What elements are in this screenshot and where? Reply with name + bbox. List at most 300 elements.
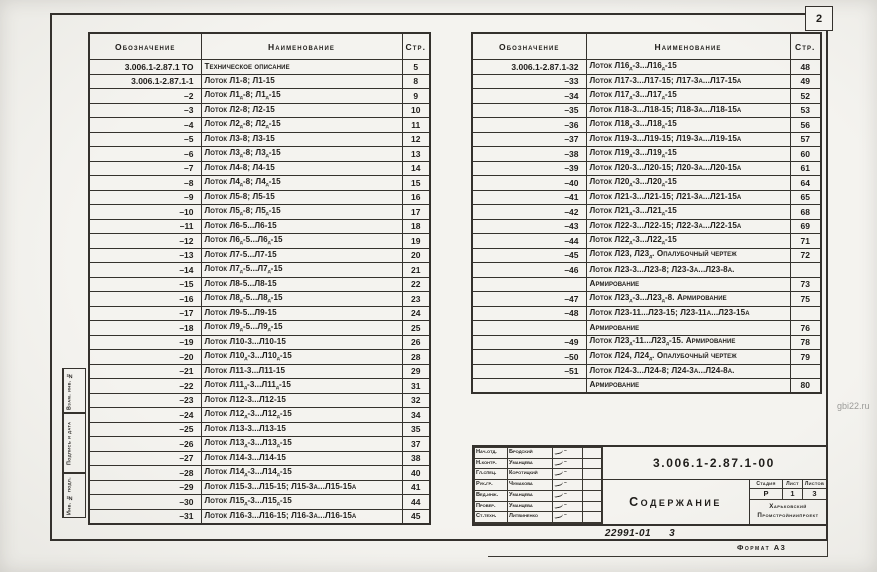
cell: Лоток $Л7_д-5...Л7_д-15$ (201, 263, 402, 278)
cell: Уманцева (508, 458, 553, 469)
cell (553, 512, 583, 523)
toc-row (89, 190, 430, 205)
cell: Провер. (475, 501, 508, 512)
cell: –36 (472, 118, 586, 133)
toc-row (89, 89, 430, 104)
toc-row (472, 132, 821, 147)
cell (472, 321, 586, 336)
cell: –2 (89, 89, 201, 104)
contents-table-right (471, 32, 822, 394)
col-header-page: Стр. (790, 33, 821, 60)
stage-grid (750, 480, 826, 500)
cell: Лоток Л20-3...Л20-15; Л20-3а...Л20-15а (586, 161, 790, 176)
cell: –46 (472, 263, 586, 278)
cell: –10 (89, 205, 201, 220)
cell: Ст.техн. (475, 512, 508, 523)
cell: 37 (402, 437, 430, 452)
cell: –15 (89, 277, 201, 292)
cell (553, 490, 583, 501)
cell: Бродский (508, 448, 553, 459)
cell: –40 (472, 176, 586, 191)
toc-row (89, 509, 430, 524)
cell: Лоток $Л17_д-3...Л17_д-15$ (586, 89, 790, 104)
toc-row (472, 118, 821, 133)
cell: 52 (790, 89, 821, 104)
cell: Лоток $Л11_д-3...Л11_д-15$ (201, 379, 402, 394)
cell: –39 (472, 161, 586, 176)
cell: Лоток Л5-8; Л5-15 (201, 190, 402, 205)
cell: –49 (472, 335, 586, 350)
cell: Лоток $Л14_д-3...Л14_д-15$ (201, 466, 402, 481)
toc-row (89, 292, 430, 307)
cell: –41 (472, 190, 586, 205)
watermark: gbi22.ru (837, 401, 870, 411)
toc-row (89, 422, 430, 437)
toc-row (89, 74, 430, 89)
cell: 23 (402, 292, 430, 307)
cell: 35 (402, 422, 430, 437)
order-sheet-mark: 3 (669, 528, 676, 539)
cell: –22 (89, 379, 201, 394)
toc-row (472, 379, 821, 394)
cell: Лоток Л10-3...Л10-15 (201, 335, 402, 350)
cell: Лоток Л17-3...Л17-15; Л17-3а...Л17-15а (586, 74, 790, 89)
cell: Лоток Л1-8; Л1-15 (201, 74, 402, 89)
document-code: 3.006.1-2.87.1-00 (602, 447, 826, 480)
cell: Лоток $Л3_д-8$; $Л3_д-15$ (201, 147, 402, 162)
signature-filler-row (475, 522, 603, 523)
page-number: 2 (815, 12, 823, 25)
signature-row (475, 480, 603, 491)
cell: Лоток Л24-3...Л24-8; Л24-3а...Л24-8а. (586, 364, 790, 379)
toc-row (89, 350, 430, 365)
cell: –31 (89, 509, 201, 524)
col-header-designation: Обозначение (472, 33, 586, 60)
cell: Лоток $Л18_д-3...Л18_д-15$ (586, 118, 790, 133)
signature-row (475, 501, 603, 512)
bottom-edge-line (488, 556, 828, 557)
cell: –17 (89, 306, 201, 321)
signature-block (474, 447, 602, 524)
cell: 14 (402, 161, 430, 176)
toc-row (89, 364, 430, 379)
cell: Уманцева (508, 501, 553, 512)
cell: 44 (402, 495, 430, 510)
cell (472, 379, 586, 394)
toc-row (89, 234, 430, 249)
cell: 5 (402, 60, 430, 75)
cell: Лоток $Л8_д-5...Л8_д-15$ (201, 292, 402, 307)
cell: –6 (89, 147, 201, 162)
cell: –14 (89, 263, 201, 278)
toc-row (472, 219, 821, 234)
sheets-header: Листов (804, 481, 825, 487)
cell: Лоток $Л13_д-3...Л13_д-15$ (201, 437, 402, 452)
cell: 25 (402, 321, 430, 336)
stamp-box-vzam-inv (62, 368, 86, 413)
cell: Лоток Л15-3...Л15-15; Л15-3а...Л15-15а (201, 480, 402, 495)
cell: 75 (790, 292, 821, 307)
cell: Литвиненко (508, 512, 553, 523)
cell: –37 (472, 132, 586, 147)
vertical-label: Взам. инв. № (63, 369, 75, 412)
toc-row (89, 335, 430, 350)
cell: –11 (89, 219, 201, 234)
cell: Армирование (586, 379, 790, 394)
toc-row (472, 292, 821, 307)
cell: –20 (89, 350, 201, 365)
cell: Лоток $Л5_д-8$; $Л5_д-15$ (201, 205, 402, 220)
cell: 22 (402, 277, 430, 292)
stamp-box-inv-podl (62, 473, 86, 518)
cell: –23 (89, 393, 201, 408)
cell: –38 (472, 147, 586, 162)
signature-table (474, 447, 603, 524)
toc-row (472, 147, 821, 162)
cell: Лоток Л13-3...Л13-15 (201, 422, 402, 437)
toc-row (472, 277, 821, 292)
cell: 38 (402, 451, 430, 466)
cell: 13 (402, 147, 430, 162)
signature-table-body (475, 448, 603, 523)
cell: Гл.спец. (475, 469, 508, 480)
toc-row (89, 466, 430, 481)
col-header-name: Наименование (201, 33, 402, 60)
cell: –21 (89, 364, 201, 379)
cell (553, 501, 583, 512)
cell: 3.006.1-2.87.1-1 (89, 74, 201, 89)
cell: –42 (472, 205, 586, 220)
cell (553, 458, 583, 469)
stamp-box-empty-pane (75, 474, 85, 517)
cell: Лоток $Л15_д-3...Л15_д-15$ (201, 495, 402, 510)
toc-row (89, 277, 430, 292)
cell: 3.006.1-2.87.1-32 (472, 60, 586, 75)
toc-row (89, 176, 430, 191)
cell: 8 (402, 74, 430, 89)
cell: Лоток Л7-5...Л7-15 (201, 248, 402, 263)
toc-row (89, 161, 430, 176)
cell: 12 (402, 132, 430, 147)
cell: –19 (89, 335, 201, 350)
cell (583, 458, 603, 469)
toc-row (472, 350, 821, 365)
cell (790, 263, 821, 278)
cell: –34 (472, 89, 586, 104)
cell: 26 (402, 335, 430, 350)
organization-line1: Харьковский (769, 503, 807, 511)
toc-row (89, 219, 430, 234)
cell: 31 (402, 379, 430, 394)
cell: –28 (89, 466, 201, 481)
cell: –51 (472, 364, 586, 379)
toc-row (89, 451, 430, 466)
sheet-header: Лист (783, 480, 803, 489)
stamp-box-empty-pane (75, 414, 85, 472)
cell: Лоток Л3-8; Л3-15 (201, 132, 402, 147)
cell: Лоток Л11-3...Л11-15 (201, 364, 402, 379)
cell: 60 (790, 147, 821, 162)
cell: 28 (402, 350, 430, 365)
table-header-row (89, 33, 430, 60)
toc-row (472, 306, 821, 321)
cell: Лоток Л8-5...Л8-15 (201, 277, 402, 292)
cell: Нач.отд. (475, 448, 508, 459)
toc-row (89, 495, 430, 510)
cell: Лоток Л21-3...Л21-15; Л21-3а...Л21-15а (586, 190, 790, 205)
cell: 61 (790, 161, 821, 176)
cell: Лоток $Л23_д-11...Л23_д-15$. Армирование (586, 335, 790, 350)
sheet-value: 1 (783, 489, 803, 500)
toc-row (472, 74, 821, 89)
cell: 73 (790, 277, 821, 292)
cell: Лоток Л12-3...Л12-15 (201, 393, 402, 408)
signature-row (475, 512, 603, 523)
cell: 76 (790, 321, 821, 336)
cell (472, 277, 586, 292)
cell (583, 501, 603, 512)
signature-row (475, 490, 603, 501)
toc-row (89, 147, 430, 162)
stamp-box-empty-pane (75, 369, 85, 412)
cell: –47 (472, 292, 586, 307)
cell: Лоток $Л1_д-8$; $Л1_д-15$ (201, 89, 402, 104)
toc-row (472, 190, 821, 205)
cell: 29 (402, 364, 430, 379)
col-header-designation: Обозначение (89, 33, 201, 60)
toc-row (89, 60, 430, 75)
cell (583, 448, 603, 459)
vertical-label: Подпись и дата (63, 414, 75, 472)
toc-row (89, 437, 430, 452)
toc-row (472, 248, 821, 263)
cell: Лоток $Л21_д-3...Л21_д-15$ (586, 205, 790, 220)
toc-row (89, 408, 430, 423)
toc-row (89, 103, 430, 118)
toc-row (472, 103, 821, 118)
contents-table-right-body (472, 60, 821, 394)
cell: Лоток $Л4_д-8$; $Л4_д-15$ (201, 176, 402, 191)
cell: 19 (402, 234, 430, 249)
cell: –12 (89, 234, 201, 249)
cell: 9 (402, 89, 430, 104)
cell: Лоток Л23-11...Л23-15; Л23-11а...Л23-15а (586, 306, 790, 321)
cell: 56 (790, 118, 821, 133)
stage-header: Стадия (750, 480, 783, 489)
cell: Лоток Л6-5...Л6-15 (201, 219, 402, 234)
cell: –44 (472, 234, 586, 249)
toc-row (472, 335, 821, 350)
col-header-name: Наименование (586, 33, 790, 60)
table-header-row (472, 33, 821, 60)
toc-row (472, 205, 821, 220)
cell: Лоток Л9-5...Л9-15 (201, 306, 402, 321)
cell: 64 (790, 176, 821, 191)
toc-row (472, 60, 821, 75)
cell: 20 (402, 248, 430, 263)
cell: –4 (89, 118, 201, 133)
cell: Лоток $Л12_д-3...Л12_д-15$ (201, 408, 402, 423)
contents-table-left-body (89, 60, 430, 524)
sheets-value: 3 (803, 489, 826, 500)
cell: Лоток Л23, $Л23_д$. Опалубочный чертеж (586, 248, 790, 263)
cell: –13 (89, 248, 201, 263)
cell: –45 (472, 248, 586, 263)
cell: Лоток $Л20_д-3...Л20_д-15$ (586, 176, 790, 191)
cell: Лоток $Л6_д-5...Л6_д-15$ (201, 234, 402, 249)
cell: –8 (89, 176, 201, 191)
cell: Лоток Л24, $Л24_д$. Опалубочный чертеж (586, 350, 790, 365)
cell: 24 (402, 306, 430, 321)
cell (790, 306, 821, 321)
cell: 45 (402, 509, 430, 524)
cell: 11 (402, 118, 430, 133)
cell (583, 469, 603, 480)
cell: –27 (89, 451, 201, 466)
cell: –3 (89, 103, 201, 118)
cell: 65 (790, 190, 821, 205)
cell: 79 (790, 350, 821, 365)
cell: 68 (790, 205, 821, 220)
order-number-value: 22991-01 (604, 528, 652, 539)
cell: 18 (402, 219, 430, 234)
cell: 49 (790, 74, 821, 89)
cell: 10 (402, 103, 430, 118)
cell: –26 (89, 437, 201, 452)
cell: –7 (89, 161, 201, 176)
cell: –48 (472, 306, 586, 321)
toc-row (472, 364, 821, 379)
cell: Коротицкий (508, 469, 553, 480)
cell: –25 (89, 422, 201, 437)
vertical-label: Инв. № подл. (63, 474, 75, 517)
cell: –18 (89, 321, 201, 336)
cell: 40 (402, 466, 430, 481)
cell (553, 480, 583, 491)
cell: 3.006.1-2.87.1 ТО (89, 60, 201, 75)
cell: 48 (790, 60, 821, 75)
cell (583, 512, 603, 523)
cell: Лоток $Л23_д-3...Л23_д-8$. Армирование (586, 292, 790, 307)
page-number-box (805, 6, 833, 31)
cell: 72 (790, 248, 821, 263)
cell: 57 (790, 132, 821, 147)
cell: Лоток $Л2_д-8$; $Л2_д-15$ (201, 118, 402, 133)
title-block (472, 445, 828, 526)
cell: 34 (402, 408, 430, 423)
cell (790, 364, 821, 379)
cell: 78 (790, 335, 821, 350)
cell: Лоток $Л22_д-3...Л22_д-15$ (586, 234, 790, 249)
cell: 69 (790, 219, 821, 234)
cell: 17 (402, 205, 430, 220)
cell: –35 (472, 103, 586, 118)
toc-row (472, 176, 821, 191)
cell: Уманцева (508, 490, 553, 501)
cell: Лоток $Л9_д-5...Л9_д-15$ (201, 321, 402, 336)
cell (583, 490, 603, 501)
stage-value: Р (750, 489, 783, 500)
cell: –33 (472, 74, 586, 89)
toc-row (89, 248, 430, 263)
cell: Рук.гр. (475, 480, 508, 491)
toc-row (89, 132, 430, 147)
cell: 16 (402, 190, 430, 205)
cell: –30 (89, 495, 201, 510)
cell: Н.контр. (475, 458, 508, 469)
cell: Лоток Л4-8; Л4-15 (201, 161, 402, 176)
toc-row (89, 379, 430, 394)
cell: –5 (89, 132, 201, 147)
cell: 32 (402, 393, 430, 408)
cell: –24 (89, 408, 201, 423)
cell: Чумакова (508, 480, 553, 491)
cell: –50 (472, 350, 586, 365)
cell: Лоток Л19-3...Л19-15; Л19-3а...Л19-15а (586, 132, 790, 147)
cell: Техническое описание (201, 60, 402, 75)
toc-row (472, 234, 821, 249)
sheet-title: Содержание (602, 480, 750, 524)
toc-row (89, 118, 430, 133)
cell: 71 (790, 234, 821, 249)
stamp-box-podpis-data (62, 413, 86, 473)
toc-row (89, 393, 430, 408)
cell: 21 (402, 263, 430, 278)
toc-row (89, 263, 430, 278)
cell: Армирование (586, 277, 790, 292)
bottom-edge-line-vertical (827, 541, 828, 557)
cell: 15 (402, 176, 430, 191)
cell: Лоток Л16-3...Л16-15; Л16-3а...Л16-15а (201, 509, 402, 524)
cell: –43 (472, 219, 586, 234)
cell: Лоток Л14-3...Л14-15 (201, 451, 402, 466)
contents-table-left (88, 32, 431, 525)
toc-row (472, 263, 821, 278)
cell: Лоток $Л10_д-3...Л10_д-15$ (201, 350, 402, 365)
cell: Лоток $Л19_д-3...Л19_д-15$ (586, 147, 790, 162)
toc-row (89, 306, 430, 321)
cell: Лоток Л2-8; Л2-15 (201, 103, 402, 118)
toc-row (472, 89, 821, 104)
cell: 41 (402, 480, 430, 495)
cell (553, 469, 583, 480)
format-label: Формат А3 (737, 543, 787, 552)
cell: Лоток Л23-3...Л23-8; Л23-3а...Л23-8а. (586, 263, 790, 278)
signature-row (475, 448, 603, 459)
toc-row (472, 161, 821, 176)
toc-row (89, 321, 430, 336)
toc-row (89, 480, 430, 495)
cell: 80 (790, 379, 821, 394)
cell: –29 (89, 480, 201, 495)
signature-row (475, 469, 603, 480)
toc-row (472, 321, 821, 336)
cell (583, 480, 603, 491)
cell: Лоток Л18-3...Л18-15; Л18-3а...Л18-15а (586, 103, 790, 118)
signature-row (475, 458, 603, 469)
cell: Лоток Л22-3...Л22-15; Л22-3а...Л22-15а (586, 219, 790, 234)
title-block-right (602, 447, 826, 524)
cell: Армирование (586, 321, 790, 336)
cell (553, 448, 583, 459)
cell: –9 (89, 190, 201, 205)
organization-name (750, 500, 826, 524)
cell: Вед.инж. (475, 490, 508, 501)
order-number (555, 528, 725, 539)
toc-row (89, 205, 430, 220)
cell: 53 (790, 103, 821, 118)
cell: Лоток $Л16_д-3...Л16_д-15$ (586, 60, 790, 75)
